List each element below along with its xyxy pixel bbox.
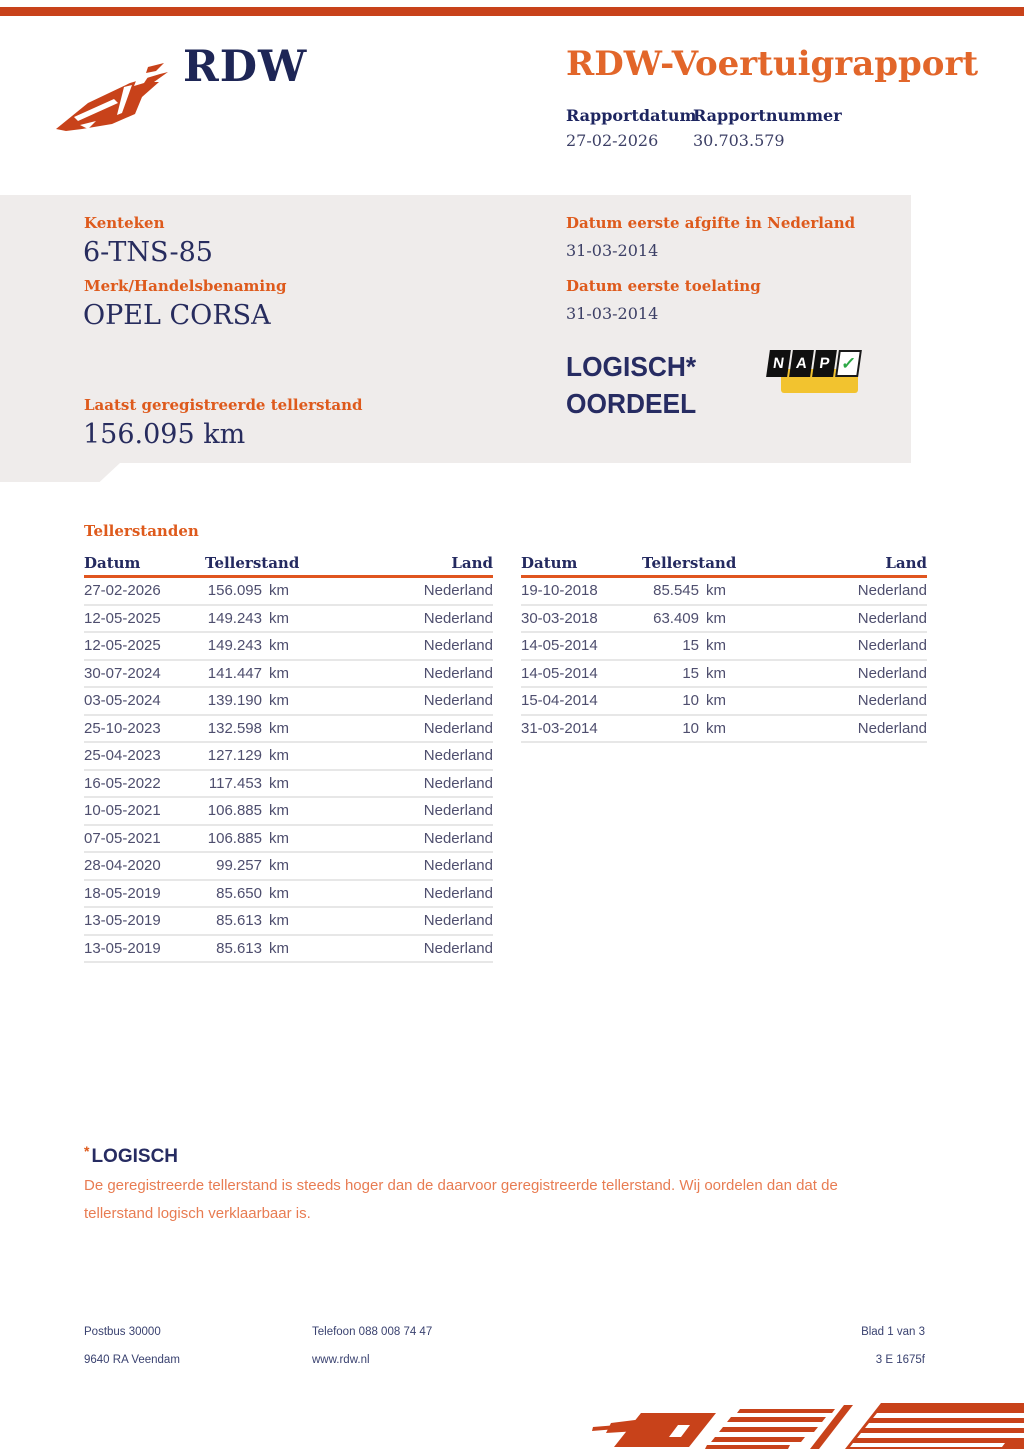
tellerstanden-section-title: Tellerstanden <box>84 522 199 540</box>
table-row <box>84 771 493 799</box>
tellerstand-unit: km <box>269 939 289 957</box>
cell-datum: 13-05-2019 <box>84 912 161 930</box>
col-datum: Datum <box>84 554 141 572</box>
cell-land: Nederland <box>423 857 493 875</box>
cell-datum: 10-05-2021 <box>84 802 161 820</box>
cell-datum: 18-05-2019 <box>84 884 161 902</box>
table-row <box>84 936 493 964</box>
report-number-value: 30.703.579 <box>693 131 785 150</box>
top-brand-bar <box>0 7 1024 16</box>
table-header <box>521 547 927 578</box>
cell-land: Nederland <box>423 637 493 655</box>
rdw-logo-icon <box>52 57 170 133</box>
tellerstand-value: 156.095 km <box>83 419 246 450</box>
cell-datum: 25-10-2023 <box>84 719 161 737</box>
cell-land: Nederland <box>857 692 927 710</box>
cell-tellerstand <box>642 637 724 654</box>
table-row <box>84 578 493 606</box>
report-number-label: Rapportnummer <box>693 106 842 125</box>
report-date-label: Rapportdatum <box>566 106 697 125</box>
cell-datum: 28-04-2020 <box>84 857 161 875</box>
cell-tellerstand <box>205 830 287 847</box>
table-row <box>84 716 493 744</box>
table-row <box>521 606 927 634</box>
cell-land: Nederland <box>423 774 493 792</box>
tellerstand-unit: km <box>706 692 726 710</box>
tellerstand-number: 10 <box>682 719 699 737</box>
note-asterisk: * <box>84 1143 90 1159</box>
eerste-toelating-value: 31-03-2014 <box>566 304 659 323</box>
tellerstand-unit: km <box>269 747 289 765</box>
tellerstand-number: 15 <box>682 664 699 682</box>
nap-letter-p: P <box>812 350 837 377</box>
cell-tellerstand <box>205 857 287 874</box>
cell-datum: 14-05-2014 <box>521 664 598 682</box>
cell-land: Nederland <box>423 664 493 682</box>
cell-land: Nederland <box>423 582 493 600</box>
cell-datum: 31-03-2014 <box>521 719 598 737</box>
mileage-table-left <box>84 547 493 963</box>
cell-datum: 16-05-2022 <box>84 774 161 792</box>
cell-tellerstand <box>205 940 287 957</box>
table-row <box>84 826 493 854</box>
tellerstand-unit: km <box>269 719 289 737</box>
eerste-afgifte-label: Datum eerste afgifte in Nederland <box>566 214 856 232</box>
table-header <box>84 547 493 578</box>
cell-tellerstand <box>205 885 287 902</box>
note-title <box>84 1143 178 1168</box>
table-row <box>84 606 493 634</box>
cell-datum: 19-10-2018 <box>521 582 598 600</box>
tellerstand-number: 85.545 <box>653 582 699 600</box>
cell-datum: 12-05-2025 <box>84 609 161 627</box>
table-body <box>521 578 927 743</box>
cell-tellerstand <box>205 610 287 627</box>
truck-graphic <box>585 1395 1024 1449</box>
tellerstand-number: 106.885 <box>207 829 262 847</box>
cell-tellerstand <box>205 665 287 682</box>
tellerstand-unit: km <box>706 582 726 600</box>
table-row <box>84 743 493 771</box>
cell-datum: 30-07-2024 <box>84 664 161 682</box>
oordeel-line1: LOGISCH* <box>566 351 697 382</box>
table-row <box>521 716 927 744</box>
table-body <box>84 578 493 963</box>
cell-tellerstand <box>642 665 724 682</box>
table-row <box>84 688 493 716</box>
cell-land: Nederland <box>423 802 493 820</box>
tellerstand-unit: km <box>269 637 289 655</box>
cell-tellerstand <box>642 582 724 599</box>
tellerstand-unit: km <box>706 637 726 655</box>
cell-tellerstand <box>205 692 287 709</box>
nap-logo <box>768 350 868 400</box>
cell-tellerstand <box>205 720 287 737</box>
col-tellerstand: Tellerstand <box>205 554 300 572</box>
tellerstand-number: 63.409 <box>653 609 699 627</box>
tellerstand-number: 132.598 <box>207 719 262 737</box>
cell-tellerstand <box>205 582 287 599</box>
col-land: Land <box>451 554 493 572</box>
eerste-afgifte-value: 31-03-2014 <box>566 241 659 260</box>
tellerstand-number: 99.257 <box>216 857 262 875</box>
table-row <box>84 798 493 826</box>
tellerstand-unit: km <box>269 692 289 710</box>
cell-datum: 07-05-2021 <box>84 829 161 847</box>
table-row <box>521 688 927 716</box>
cell-land: Nederland <box>857 719 927 737</box>
cell-land: Nederland <box>857 637 927 655</box>
tellerstand-number: 85.613 <box>216 939 262 957</box>
tellerstand-number: 85.613 <box>216 912 262 930</box>
tellerstand-number: 117.453 <box>208 774 262 792</box>
footer-form-code: 3 E 1675f <box>875 1354 925 1366</box>
tellerstand-unit: km <box>706 609 726 627</box>
cell-land: Nederland <box>857 664 927 682</box>
cell-tellerstand <box>205 775 287 792</box>
tellerstand-number: 106.885 <box>207 802 262 820</box>
tellerstand-number: 141.447 <box>207 664 262 682</box>
cell-datum: 27-02-2026 <box>84 582 161 600</box>
table-row <box>521 633 927 661</box>
cell-land: Nederland <box>423 747 493 765</box>
oordeel-line2: OORDEEL <box>566 388 697 419</box>
tellerstand-unit: km <box>269 857 289 875</box>
footer-address-line2: 9640 RA Veendam <box>84 1354 180 1366</box>
cell-land: Nederland <box>423 609 493 627</box>
cell-land: Nederland <box>423 939 493 957</box>
merk-label: Merk/Handelsbenaming <box>84 277 287 295</box>
tellerstand-number: 149.243 <box>207 609 262 627</box>
kenteken-label: Kenteken <box>84 214 165 232</box>
cell-tellerstand <box>205 637 287 654</box>
report-date-value: 27-02-2026 <box>566 131 659 150</box>
tellerstand-number: 149.243 <box>207 637 262 655</box>
cell-land: Nederland <box>423 912 493 930</box>
merk-value: OPEL CORSA <box>83 300 271 331</box>
note-body: De geregistreerde tellerstand is steeds hoger dan de daarvoor geregistreerde tellerstand. Wij oordelen dan dat de tellerstand logisch verklaarbaar is. <box>84 1177 838 1222</box>
cell-land: Nederland <box>423 829 493 847</box>
tellerstand-unit: km <box>269 884 289 902</box>
table-row <box>84 633 493 661</box>
tellerstand-unit: km <box>269 582 289 600</box>
cell-datum: 30-03-2018 <box>521 609 598 627</box>
tellerstand-unit: km <box>706 664 726 682</box>
summary-panel-notch <box>0 463 120 482</box>
note-title-text: LOGISCH <box>91 1146 179 1167</box>
cell-tellerstand <box>205 747 287 764</box>
tellerstand-label: Laatst geregistreerde tellerstand <box>84 396 363 414</box>
cell-datum: 12-05-2025 <box>84 637 161 655</box>
tellerstand-unit: km <box>269 829 289 847</box>
col-tellerstand: Tellerstand <box>642 554 737 572</box>
tellerstand-number: 139.190 <box>207 692 262 710</box>
footer-address-line1: Postbus 30000 <box>84 1326 161 1338</box>
table-row <box>521 578 927 606</box>
table-row <box>84 853 493 881</box>
footer-phone: Telefoon 088 008 74 47 <box>312 1326 433 1338</box>
tellerstand-number: 15 <box>682 637 699 655</box>
tellerstand-unit: km <box>269 912 289 930</box>
cell-tellerstand <box>642 720 724 737</box>
cell-tellerstand <box>642 610 724 627</box>
cell-land: Nederland <box>423 719 493 737</box>
tellerstand-unit: km <box>269 664 289 682</box>
footer-website: www.rdw.nl <box>312 1354 370 1366</box>
cell-land: Nederland <box>423 692 493 710</box>
cell-tellerstand <box>205 802 287 819</box>
cell-datum: 14-05-2014 <box>521 637 598 655</box>
col-land: Land <box>885 554 927 572</box>
col-datum: Datum <box>521 554 578 572</box>
cell-land: Nederland <box>857 609 927 627</box>
tellerstand-number: 10 <box>682 692 699 710</box>
table-row <box>84 881 493 909</box>
rdw-logo-text: RDW <box>183 42 308 92</box>
mileage-table-right <box>521 547 927 743</box>
nap-letter-a: A <box>789 350 814 377</box>
tellerstand-number: 85.650 <box>216 884 262 902</box>
tellerstand-unit: km <box>269 609 289 627</box>
eerste-toelating-label: Datum eerste toelating <box>566 277 761 295</box>
table-row <box>84 661 493 689</box>
cell-datum: 15-04-2014 <box>521 692 598 710</box>
footer-page-number: Blad 1 van 3 <box>861 1326 925 1338</box>
nap-check-icon: ✓ <box>835 350 862 377</box>
tellerstand-unit: km <box>269 774 289 792</box>
cell-tellerstand <box>642 692 724 709</box>
kenteken-value: 6-TNS-85 <box>83 237 213 268</box>
cell-datum: 13-05-2019 <box>84 939 161 957</box>
tellerstand-number: 156.095 <box>207 582 262 600</box>
cell-tellerstand <box>205 912 287 929</box>
tellerstand-number: 127.129 <box>207 747 262 765</box>
cell-land: Nederland <box>857 582 927 600</box>
nap-letter-n: N <box>766 350 791 377</box>
cell-datum: 25-04-2023 <box>84 747 161 765</box>
cell-land: Nederland <box>423 884 493 902</box>
cell-datum: 03-05-2024 <box>84 692 161 710</box>
tellerstand-unit: km <box>269 802 289 820</box>
tellerstand-unit: km <box>706 719 726 737</box>
page-title: RDW-Voertuigrapport <box>566 44 979 84</box>
table-row <box>521 661 927 689</box>
table-row <box>84 908 493 936</box>
